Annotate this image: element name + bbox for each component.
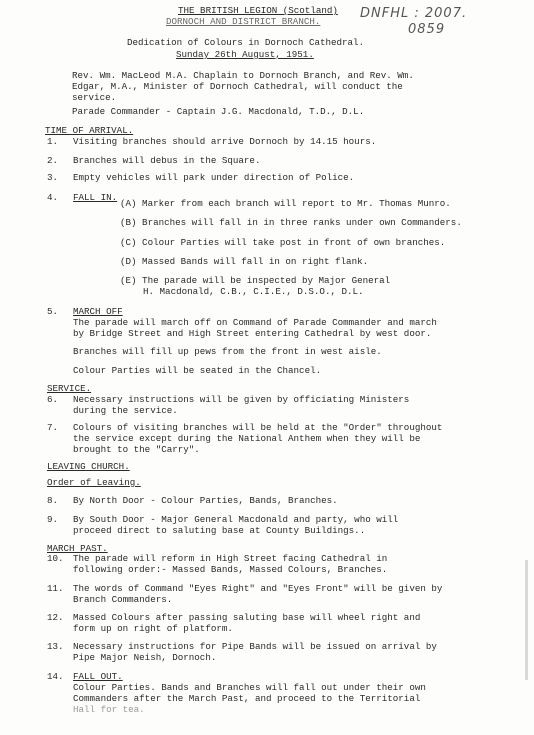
order-of-leaving-heading: Order of Leaving. <box>47 477 141 488</box>
fall-in-d: (D) Massed Bands will fall in on right flank. <box>120 256 369 267</box>
march-off-line-1: The parade will march off on Command of Parade Commander and march <box>73 317 437 328</box>
leaving-heading: LEAVING CHURCH. <box>47 461 130 472</box>
item-13-line-2: Pipe Major Neish, Dornoch. <box>73 652 217 663</box>
intro-line-1: Rev. Wm. MacLeod M.A. Chaplain to Dornoch Branch, and Rev. Wm. <box>72 70 414 81</box>
item-6-line-1: Necessary instructions will be given by officiating Ministers <box>73 394 410 405</box>
item-8-number: 8. <box>47 495 59 506</box>
item-11-line-2: Branch Commanders. <box>73 594 173 605</box>
fall-in-e-cont: H. Macdonald, C.B., C.I.E., D.S.O., D.L. <box>143 286 364 297</box>
item-7-number: 7. <box>47 422 59 433</box>
item-3-number: 3. <box>47 172 59 183</box>
item-11-line-1: The words of Command "Eyes Right" and "Eyes Front" will be given by <box>73 583 443 594</box>
document-date: Sunday 26th August, 1951. <box>176 49 314 60</box>
march-off-line-2: by Bridge Street and High Street entering Cathedral by west door. <box>73 328 432 339</box>
item-1-text: Visiting branches should arrive Dornoch by 14.15 hours. <box>73 136 377 147</box>
handwritten-reference-1: DNFHL : 2007. <box>360 6 468 21</box>
parade-commander: Parade Commander - Captain J.G. Macdonald, T.D., D.L. <box>72 106 365 117</box>
item-5-number: 5. <box>47 306 59 317</box>
item-7-line-3: brought to the "Carry". <box>73 444 200 455</box>
item-2-number: 2. <box>47 155 59 166</box>
item-12-number: 12. <box>47 612 64 623</box>
item-9-line-2: proceed direct to saluting base at County Buildings.. <box>73 525 366 536</box>
fall-out-line-1: Colour Parties. Bands and Branches will fall out under their own <box>73 682 426 693</box>
item-6-line-2: during the service. <box>73 405 178 416</box>
item-10-line-1: The parade will reform in High Street facing Cathedral in <box>73 553 388 564</box>
item-7-line-2: the service except during the National Anthem when they will be <box>73 433 421 444</box>
org-heading: THE BRITISH LEGION (Scotland) <box>178 5 338 16</box>
item-11-number: 11. <box>47 583 64 594</box>
item-8-text: By North Door - Colour Parties, Bands, Branches. <box>73 495 338 506</box>
march-off-heading: MARCH OFF <box>73 306 123 317</box>
item-12-line-2: form up on right of platform. <box>73 623 233 634</box>
march-off-colour: Colour Parties will be seated in the Chancel. <box>73 365 322 376</box>
item-2-text: Branches will debus in the Square. <box>73 155 261 166</box>
fall-in-a: (A) Marker from each branch will report to Mr. Thomas Munro. <box>120 198 451 209</box>
item-9-line-1: By South Door - Major General Macdonald and party, who will <box>73 514 399 525</box>
item-13-number: 13. <box>47 641 64 652</box>
fall-in-heading: FALL IN. <box>73 192 118 203</box>
service-heading: SERVICE. <box>47 383 92 394</box>
item-6-number: 6. <box>47 394 59 405</box>
item-12-line-1: Massed Colours after passing saluting base will wheel right and <box>73 612 421 623</box>
paper-edge-shadow <box>525 560 528 680</box>
fall-out-line-3: Hall for tea. <box>73 704 145 715</box>
item-7-line-1: Colours of visiting branches will be held at the "Order" throughout <box>73 422 443 433</box>
intro-line-2: Edgar, M.A., Minister of Dornoch Cathedral, will conduct the <box>72 81 403 92</box>
arrival-heading: TIME OF ARRIVAL. <box>45 125 134 136</box>
march-off-pews: Branches will fill up pews from the front in west aisle. <box>73 346 382 357</box>
handwritten-reference-2: 0859 <box>408 22 446 37</box>
item-14-number: 14. <box>47 671 64 682</box>
item-13-line-1: Necessary instructions for Pipe Bands will be issued on arrival by <box>73 641 437 652</box>
fall-out-heading: FALL OUT. <box>73 671 123 682</box>
fall-in-b: (B) Branches will fall in in three ranks under own Commanders. <box>120 217 462 228</box>
fall-in-c: (C) Colour Parties will take post in front of own branches. <box>120 237 446 248</box>
item-10-number: 10. <box>47 553 64 564</box>
item-9-number: 9. <box>47 514 59 525</box>
march-past-heading: MARCH PAST. <box>47 543 108 554</box>
item-10-line-2: following order:- Massed Bands, Massed Colours, Branches. <box>73 564 388 575</box>
item-3-text: Empty vehicles will park under direction of Police. <box>73 172 355 183</box>
item-4-number: 4. <box>47 192 59 203</box>
branch-heading: DORNOCH AND DISTRICT BRANCH. <box>166 16 321 27</box>
fall-in-e: (E) The parade will be inspected by Major General <box>120 275 391 286</box>
document-title: Dedication of Colours in Dornoch Cathedral. <box>127 37 365 48</box>
fall-out-line-2: Commanders after the March Past, and proceed to the Territorial <box>73 693 421 704</box>
item-1-number: 1. <box>47 136 59 147</box>
intro-line-3: service. <box>72 92 117 103</box>
